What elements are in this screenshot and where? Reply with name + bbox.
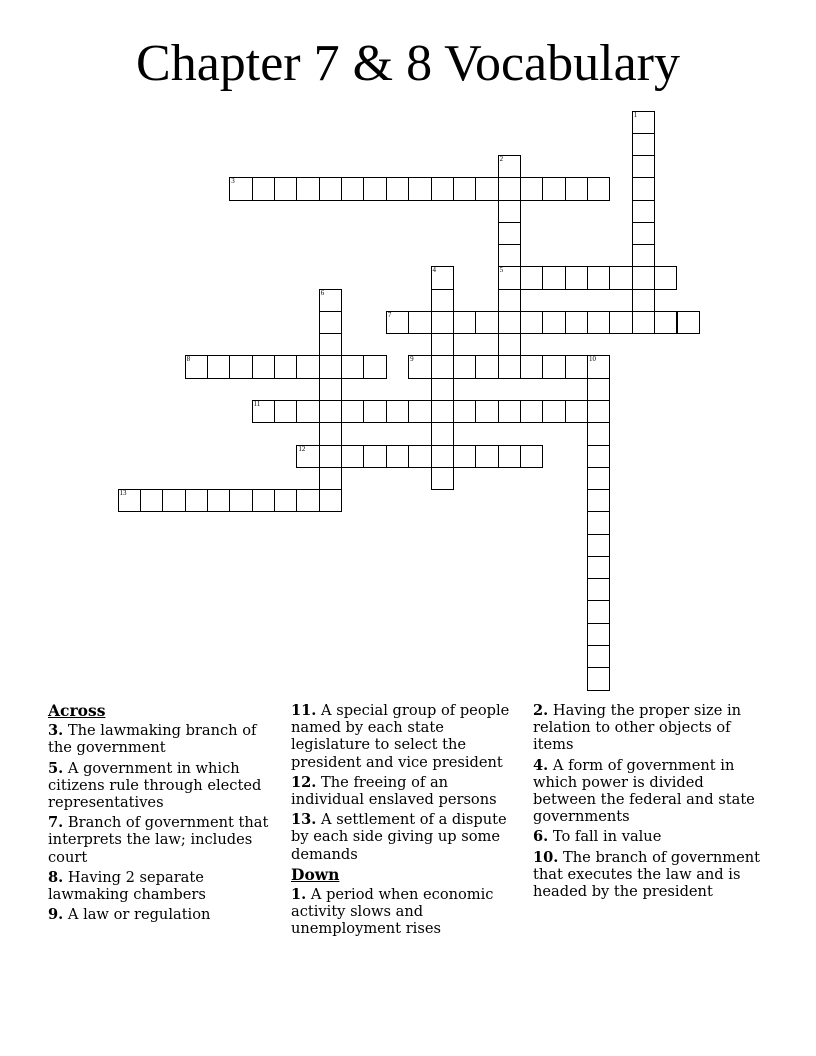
clue-number: 10	[589, 355, 597, 364]
grid-cell[interactable]	[296, 177, 319, 200]
grid-cell[interactable]	[341, 400, 364, 423]
grid-cell[interactable]	[498, 445, 521, 468]
clue-number: 11	[253, 400, 261, 408]
grid-cell[interactable]	[274, 177, 297, 200]
grid-cell[interactable]	[520, 266, 543, 289]
clue-number: 9	[410, 355, 414, 364]
grid-cell[interactable]	[520, 445, 543, 468]
grid-cell[interactable]	[431, 378, 454, 401]
grid-cell[interactable]	[498, 200, 521, 223]
grid-cell[interactable]	[453, 311, 476, 334]
grid-cell[interactable]	[252, 489, 275, 512]
grid-cell[interactable]	[319, 489, 342, 512]
grid-cell[interactable]	[319, 378, 342, 401]
grid-cell[interactable]	[363, 400, 386, 423]
down-clue-2: 2. Having the proper size in relation to other objects of items	[533, 702, 742, 754]
down-clue-1: 1. A period when economic activity slows and unemployment rises	[291, 886, 494, 938]
grid-cell[interactable]	[185, 489, 208, 512]
grid-cell[interactable]	[609, 266, 632, 289]
clue-number: 2	[499, 155, 504, 164]
clue-number: 13	[119, 489, 127, 498]
grid-cell[interactable]	[632, 177, 655, 200]
grid-cell[interactable]	[587, 400, 610, 423]
clue-number: 6	[320, 288, 325, 297]
grid-cell[interactable]	[520, 400, 543, 423]
grid-cell[interactable]	[498, 400, 521, 423]
grid-cell[interactable]	[319, 311, 342, 334]
grid-cell[interactable]	[587, 623, 610, 646]
grid-cell[interactable]	[386, 311, 409, 334]
grid-cell[interactable]	[319, 445, 342, 468]
grid-cell[interactable]	[498, 311, 521, 334]
grid-cell[interactable]	[587, 556, 610, 579]
grid-cell[interactable]	[431, 400, 454, 423]
grid-cell[interactable]	[319, 400, 342, 423]
grid-cell[interactable]	[632, 133, 655, 156]
grid-cell[interactable]	[162, 489, 185, 512]
clue-number: 1	[633, 110, 638, 119]
grid-cell[interactable]	[341, 177, 364, 200]
grid-cell[interactable]	[408, 445, 431, 468]
across-clue-8: 8. Having 2 separate lawmaking chambers	[48, 868, 206, 904]
grid-cell[interactable]	[565, 177, 588, 200]
grid-cell[interactable]	[341, 445, 364, 468]
clue-number: 4	[432, 266, 437, 275]
grid-cell[interactable]	[520, 177, 543, 200]
grid-cell[interactable]	[498, 355, 521, 378]
grid-cell[interactable]	[274, 355, 297, 378]
grid-cell[interactable]	[565, 266, 588, 289]
grid-cell[interactable]	[498, 177, 521, 200]
across-clue-7: 7. Branch of government that interprets the law; includes court	[48, 814, 269, 866]
grid-cell[interactable]	[296, 489, 319, 512]
across-clue-3: 3. The lawmaking branch of the government	[48, 722, 257, 757]
across-clue-11: 11. A special group of people named by each state legislature to select the president and vice president	[291, 702, 510, 771]
grid-cell[interactable]	[498, 333, 521, 356]
grid-cell[interactable]	[252, 177, 275, 200]
grid-cell[interactable]	[587, 355, 610, 378]
grid-cell[interactable]	[185, 355, 208, 378]
grid-cell[interactable]	[654, 311, 677, 334]
across-clue-9: 9. A law or regulation	[48, 906, 211, 924]
grid-cell[interactable]	[565, 355, 588, 378]
grid-cell[interactable]	[118, 489, 141, 512]
grid-cell[interactable]	[319, 289, 342, 312]
grid-cell[interactable]	[453, 355, 476, 378]
grid-cell[interactable]	[296, 355, 319, 378]
grid-cell[interactable]	[587, 467, 610, 490]
grid-cell[interactable]	[431, 355, 454, 378]
grid-cell[interactable]	[319, 422, 342, 445]
grid-cell[interactable]	[632, 289, 655, 312]
grid-cell[interactable]	[431, 177, 454, 200]
grid-cell[interactable]	[431, 467, 454, 490]
grid-cell[interactable]	[587, 600, 610, 623]
grid-cell[interactable]	[587, 534, 610, 557]
grid-cell[interactable]	[408, 177, 431, 200]
grid-cell[interactable]	[587, 445, 610, 468]
grid-cell[interactable]	[632, 266, 655, 289]
grid-cell[interactable]	[140, 489, 163, 512]
grid-cell[interactable]	[319, 355, 342, 378]
grid-cell[interactable]	[229, 177, 252, 200]
grid-cell[interactable]	[542, 400, 565, 423]
grid-cell[interactable]	[542, 355, 565, 378]
grid-cell[interactable]	[475, 445, 498, 468]
grid-cell[interactable]	[587, 645, 610, 668]
grid-cell[interactable]	[609, 311, 632, 334]
grid-cell[interactable]	[654, 266, 677, 289]
grid-cell[interactable]	[252, 400, 275, 423]
grid-cell[interactable]	[252, 355, 275, 378]
clue-column-1	[48, 702, 280, 926]
grid-cell[interactable]	[632, 244, 655, 267]
clue-column-2	[291, 702, 523, 941]
grid-cell[interactable]	[296, 445, 319, 468]
grid-cell[interactable]	[453, 445, 476, 468]
grid-cell[interactable]	[475, 400, 498, 423]
clue-number: 12	[298, 444, 306, 453]
grid-cell[interactable]	[498, 155, 521, 178]
grid-cell[interactable]	[453, 177, 476, 200]
grid-cell[interactable]	[431, 333, 454, 356]
grid-cell[interactable]	[296, 400, 319, 423]
grid-cell[interactable]	[229, 355, 252, 378]
grid-cell[interactable]	[632, 311, 655, 334]
clue-number: 5	[499, 266, 504, 275]
grid-cell[interactable]	[431, 422, 454, 445]
grid-cell[interactable]	[498, 289, 521, 312]
grid-cell[interactable]	[431, 289, 454, 312]
grid-cell[interactable]	[319, 333, 342, 356]
grid-cell[interactable]	[520, 355, 543, 378]
grid-cell[interactable]	[632, 222, 655, 245]
grid-cell[interactable]	[677, 311, 700, 334]
across-clue-13: 13. A settlement of a dispute by each side giving up some demands	[291, 811, 507, 863]
grid-cell[interactable]	[363, 355, 386, 378]
grid-cell[interactable]	[408, 355, 431, 378]
grid-cell[interactable]	[363, 177, 386, 200]
grid-cell[interactable]	[453, 400, 476, 423]
across-heading: Across	[48, 701, 106, 720]
grid-cell[interactable]	[431, 311, 454, 334]
grid-cell[interactable]	[319, 467, 342, 490]
grid-cell[interactable]	[632, 111, 655, 134]
down-clue-6: 6. To fall in value	[533, 828, 662, 846]
clue-column-3	[533, 702, 765, 903]
page-title: Chapter 7 & 8 Vocabulary	[136, 35, 680, 92]
grid-cell[interactable]	[632, 200, 655, 223]
grid-cell[interactable]	[207, 355, 230, 378]
grid-cell[interactable]	[587, 177, 610, 200]
grid-cell[interactable]	[498, 266, 521, 289]
grid-cell[interactable]	[408, 400, 431, 423]
grid-cell[interactable]	[542, 266, 565, 289]
grid-cell[interactable]	[587, 578, 610, 601]
grid-cell[interactable]	[475, 355, 498, 378]
grid-cell[interactable]	[498, 222, 521, 245]
grid-cell[interactable]	[319, 177, 342, 200]
grid-cell[interactable]	[632, 155, 655, 178]
grid-cell[interactable]	[207, 489, 230, 512]
grid-cell[interactable]	[587, 489, 610, 512]
clue-number: 3	[231, 177, 235, 186]
grid-cell[interactable]	[542, 311, 565, 334]
clue-number: 7	[387, 310, 392, 319]
grid-cell[interactable]	[408, 311, 431, 334]
grid-cell[interactable]	[274, 400, 297, 423]
across-clue-12: 12. The freeing of an individual enslaved persons	[291, 773, 497, 809]
grid-cell[interactable]	[587, 667, 610, 690]
down-heading: Down	[291, 864, 340, 884]
grid-cell[interactable]	[386, 400, 409, 423]
grid-cell[interactable]	[274, 489, 297, 512]
grid-cell[interactable]	[431, 266, 454, 289]
across-clue-5: 5. A government in which citizens rule through elected representatives	[48, 759, 262, 812]
grid-cell[interactable]	[587, 378, 610, 401]
grid-cell[interactable]	[363, 445, 386, 468]
grid-cell[interactable]	[587, 266, 610, 289]
grid-cell[interactable]	[431, 445, 454, 468]
grid-cell[interactable]	[542, 177, 565, 200]
down-clue-4: 4. A form of government in which power is divided between the federal and state governments	[533, 756, 755, 826]
down-clue-10: 10. The branch of government that executes the law and is headed by the president	[533, 848, 761, 901]
grid-cell[interactable]	[565, 311, 588, 334]
grid-cell[interactable]	[386, 445, 409, 468]
grid-cell[interactable]	[520, 311, 543, 334]
grid-cell[interactable]	[341, 355, 364, 378]
grid-cell[interactable]	[587, 511, 610, 534]
grid-cell[interactable]	[386, 177, 409, 200]
grid-cell[interactable]	[475, 177, 498, 200]
grid-cell[interactable]	[565, 400, 588, 423]
grid-cell[interactable]	[587, 422, 610, 445]
grid-cell[interactable]	[229, 489, 252, 512]
grid-cell[interactable]	[498, 244, 521, 267]
grid-cell[interactable]	[587, 311, 610, 334]
grid-cell[interactable]	[475, 311, 498, 334]
clue-number: 8	[186, 355, 191, 364]
